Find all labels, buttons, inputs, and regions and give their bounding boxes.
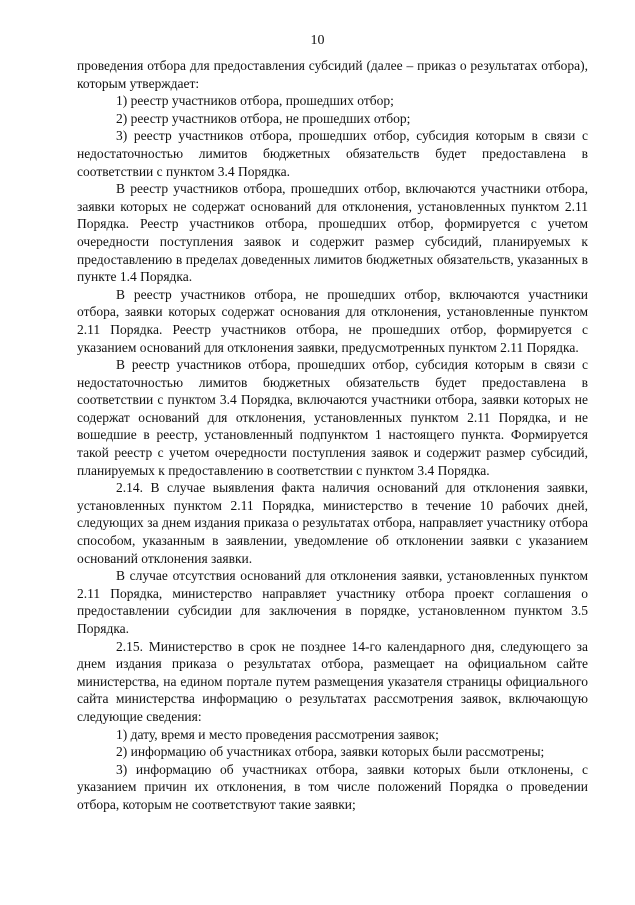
list-item-reviewed-participants: 2) информацию об участниках отбора, заявки которых были рассмотрены; xyxy=(116,744,545,760)
list-item-rejected-participants: 3) информацию об участниках отбора, заявки которых были отклонены, с указанием причин их отклонения, в том числе положений Порядка о проведении отбора, которым не соответствуют такие заявки; xyxy=(77,761,588,812)
list-item-date-time-place: 1) дату, время и место проведения рассмотрения заявок; xyxy=(116,726,439,742)
paragraph-registry-limits: В реестр участников отбора, прошедших отбор, субсидия которым в связи с недостаточностью лимитов бюджетных обязательств будет предоставлена в соответствии с пунктом 3.4 Порядка, включаются участники отбора, заявки которых не содержат оснований для отклонения, установленных пунктом 2.11 Порядка, и не вошедшие в реестр, установленный подпунктом 1 настоящего пункта. Формируется такой реестр с учетом очередности поступления заявок и содержит размер субсидий, планируемых к предоставлению в соответствии с пунктом 3.4 Порядка. xyxy=(77,357,588,478)
list-item-registry-limits: 3) реестр участников отбора, прошедших отбор, субсидия которым в связи с недостаточностью лимитов бюджетных обязательств будет предоставлена в соответствии с пунктом 3.4 Порядка. xyxy=(77,128,588,179)
paragraph-continuation: проведения отбора для предоставления субсидий (далее – приказ о результатах отбора), которым утверждает: xyxy=(77,58,588,91)
paragraph-registry-passed: В реестр участников отбора, прошедших отбор, включаются участники отбора, заявки которых не содержат оснований для отклонения, установленных пунктом 2.11 Порядка. Реестр участников отбора, прошедших отбор, формируется с учетом очередности поступления заявок и содержит размер субсидий, планируемых к предоставлению в пределах доведенных лимитов бюджетных обязательств, указанных в пункте 1.4 Порядка. xyxy=(77,181,588,285)
list-item-registry-passed: 1) реестр участников отбора, прошедших отбор; xyxy=(116,93,394,109)
list-item-registry-not-passed: 2) реестр участников отбора, не прошедших отбор; xyxy=(116,110,411,126)
document-body xyxy=(77,57,588,814)
paragraph-registry-not-passed: В реестр участников отбора, не прошедших отбор, включаются участники отбора, заявки которых содержат основания для отклонения, установленные пунктом 2.11 Порядка. Реестр участников отбора, не прошедших отбор, формируется с указанием оснований для отклонения заявки, предусмотренных пунктом 2.11 Порядка. xyxy=(77,286,588,355)
paragraph-no-grounds: В случае отсутствия оснований для отклонения заявки, установленных пунктом 2.11 Порядка, министерство направляет участнику отбора проект соглашения о предоставлении субсидии для заключения в порядке, установленном пунктом 3.5 Порядка. xyxy=(77,568,588,636)
page-number: 10 xyxy=(310,33,325,48)
paragraph-clause-2-15: 2.15. Министерство в срок не позднее 14-го календарного дня, следующего за днем издания приказа о результатах отбора, размещает на официальном сайте министерства, на едином портале путем размещения указателя страницы официального сайта министерства информацию о результатах рассмотрения заявок, включающую следующие сведения: xyxy=(77,638,588,724)
paragraph-clause-2-14: 2.14. В случае выявления факта наличия оснований для отклонения заявки, установленных пунктом 2.11 Порядка, министерство в течение 10 рабочих дней, следующих за днем издания приказа о результатах отбора, направляет участнику отбора способом, указанным в заявлении, уведомление об отклонении заявки с указанием оснований отклонения заявки. xyxy=(77,480,588,566)
